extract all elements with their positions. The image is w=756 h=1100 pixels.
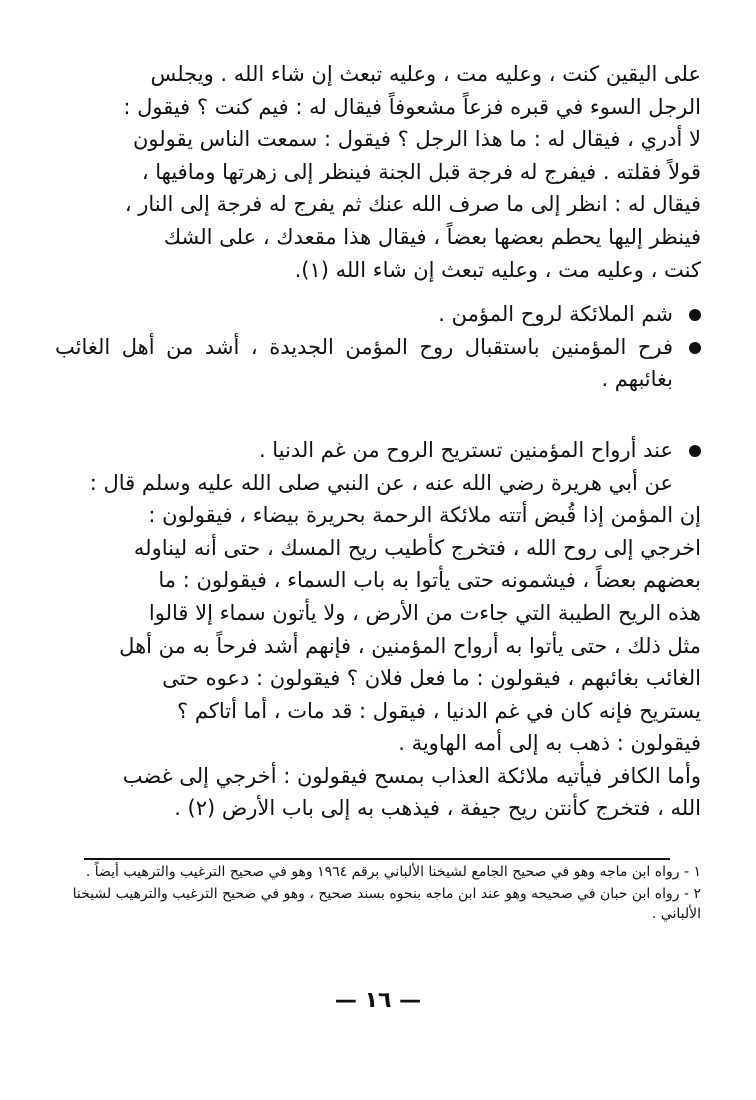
text-line: كنت ، وعليه مت ، وعليه تبعث إن شاء الله (١). — [294, 257, 701, 282]
text-line: عن أبي هريرة رضي الله عنه ، عن النبي صلى الله عليه وسلم قال : — [89, 470, 673, 495]
footnote: ٢ - رواه ابن حبان في صحيحه وهو عند ابن ماجه بنحوه بسند صحيح ، وهو في صحيح الترغيب والترهيب لشيخنا الألباني . — [72, 886, 701, 922]
text-line: الرجل السوء في قبره فزعاً مشعوفاً فيقال له : فيم كنت ؟ فيقول : — [123, 94, 701, 119]
bullet-text: شم الملائكة لروح المؤمن . — [438, 302, 673, 327]
bullet-text: عند أرواح المؤمنين تستريح الروح من غم الدنيا . — [258, 437, 673, 462]
text-line: لا أدري ، فيقال له : ما هذا الرجل ؟ فيقول : سمعت الناس يقولون — [132, 127, 701, 152]
text-line: إن المؤمن إذا قُبض أتته ملائكة الرحمة بحريرة بيضاء ، فيقولون : — [148, 503, 701, 528]
text-line: فينظر إليها يحطم بعضها بعضاً ، فيقال هذا مقعدك ، على الشك — [163, 224, 701, 249]
footnotes — [55, 862, 701, 926]
bullet-item — [55, 331, 701, 396]
bullet-list — [55, 298, 701, 466]
text-line: وأما الكافر فيأتيه ملائكة العذاب بمسح فيقولون : أخرجي إلى غضب — [122, 763, 701, 788]
bullet-text: فرح المؤمنين باستقبال روح المؤمن الجديدة ، أشد من أهل الغائب بغائبهم . — [55, 334, 673, 392]
bullet-dot-icon — [689, 445, 701, 457]
bullet-item — [55, 434, 701, 467]
text-line: الغائب بغائبهم ، فيقولون : ما فعل فلان ؟ فيقولون : دعوه حتى — [162, 666, 701, 691]
bullet-dot-icon — [689, 342, 701, 354]
text-line: اخرجي إلى روح الله ، فتخرج كأطيب ريح المسك ، حتى أنه ليناوله — [133, 535, 701, 560]
text-line: مثل ذلك ، حتى يأتوا به أرواح المؤمنين ، فإنهم أشد فرحاً به من أهل — [119, 633, 701, 658]
bullet-dot-icon — [689, 309, 701, 321]
text-line: يستريح فإنه كان في غم الدنيا ، فيقول : قد مات ، أما أتاكم ؟ — [177, 698, 701, 723]
footnote-divider — [84, 858, 670, 860]
text-line: فيقال له : انظر إلى ما صرف الله عنك ثم يفرج له فرجة إلى النار ، — [124, 192, 701, 217]
text-line: هذه الريح الطيبة التي جاءت من الأرض ، ولا يأتون سماء إلا قالوا — [148, 600, 701, 625]
bullet-item — [55, 298, 701, 331]
text-line: على اليقين كنت ، وعليه مت ، وعليه تبعث إن شاء الله . ويجلس — [150, 62, 701, 86]
page-number: — ١٦ — — [334, 988, 422, 1013]
hadith-paragraph — [55, 467, 701, 826]
text-line: الله ، فتخرج كأنتن ريح جيفة ، فيذهب به إلى باب الأرض (٢) . — [174, 796, 701, 821]
text-line: قولاً فقلته . فيفرج له فرجة قبل الجنة فينظر إلى زهرتها ومافيها ، — [141, 159, 701, 184]
text-line: بعضهم بعضاً ، فيشمونه حتى يأتوا به باب السماء ، فيقولون : ما — [158, 568, 701, 593]
footnote: ١ - رواه ابن ماجه وهو في صحيح الجامع لشيخنا الألباني برقم ١٩٦٤ وهو في صحيح الترغيب والترهيب أيضاً . — [85, 864, 701, 880]
intro-paragraph — [55, 58, 701, 286]
text-line: فيقولون : ذهب به إلى أمه الهاوية . — [398, 731, 701, 756]
main-text — [55, 58, 701, 825]
